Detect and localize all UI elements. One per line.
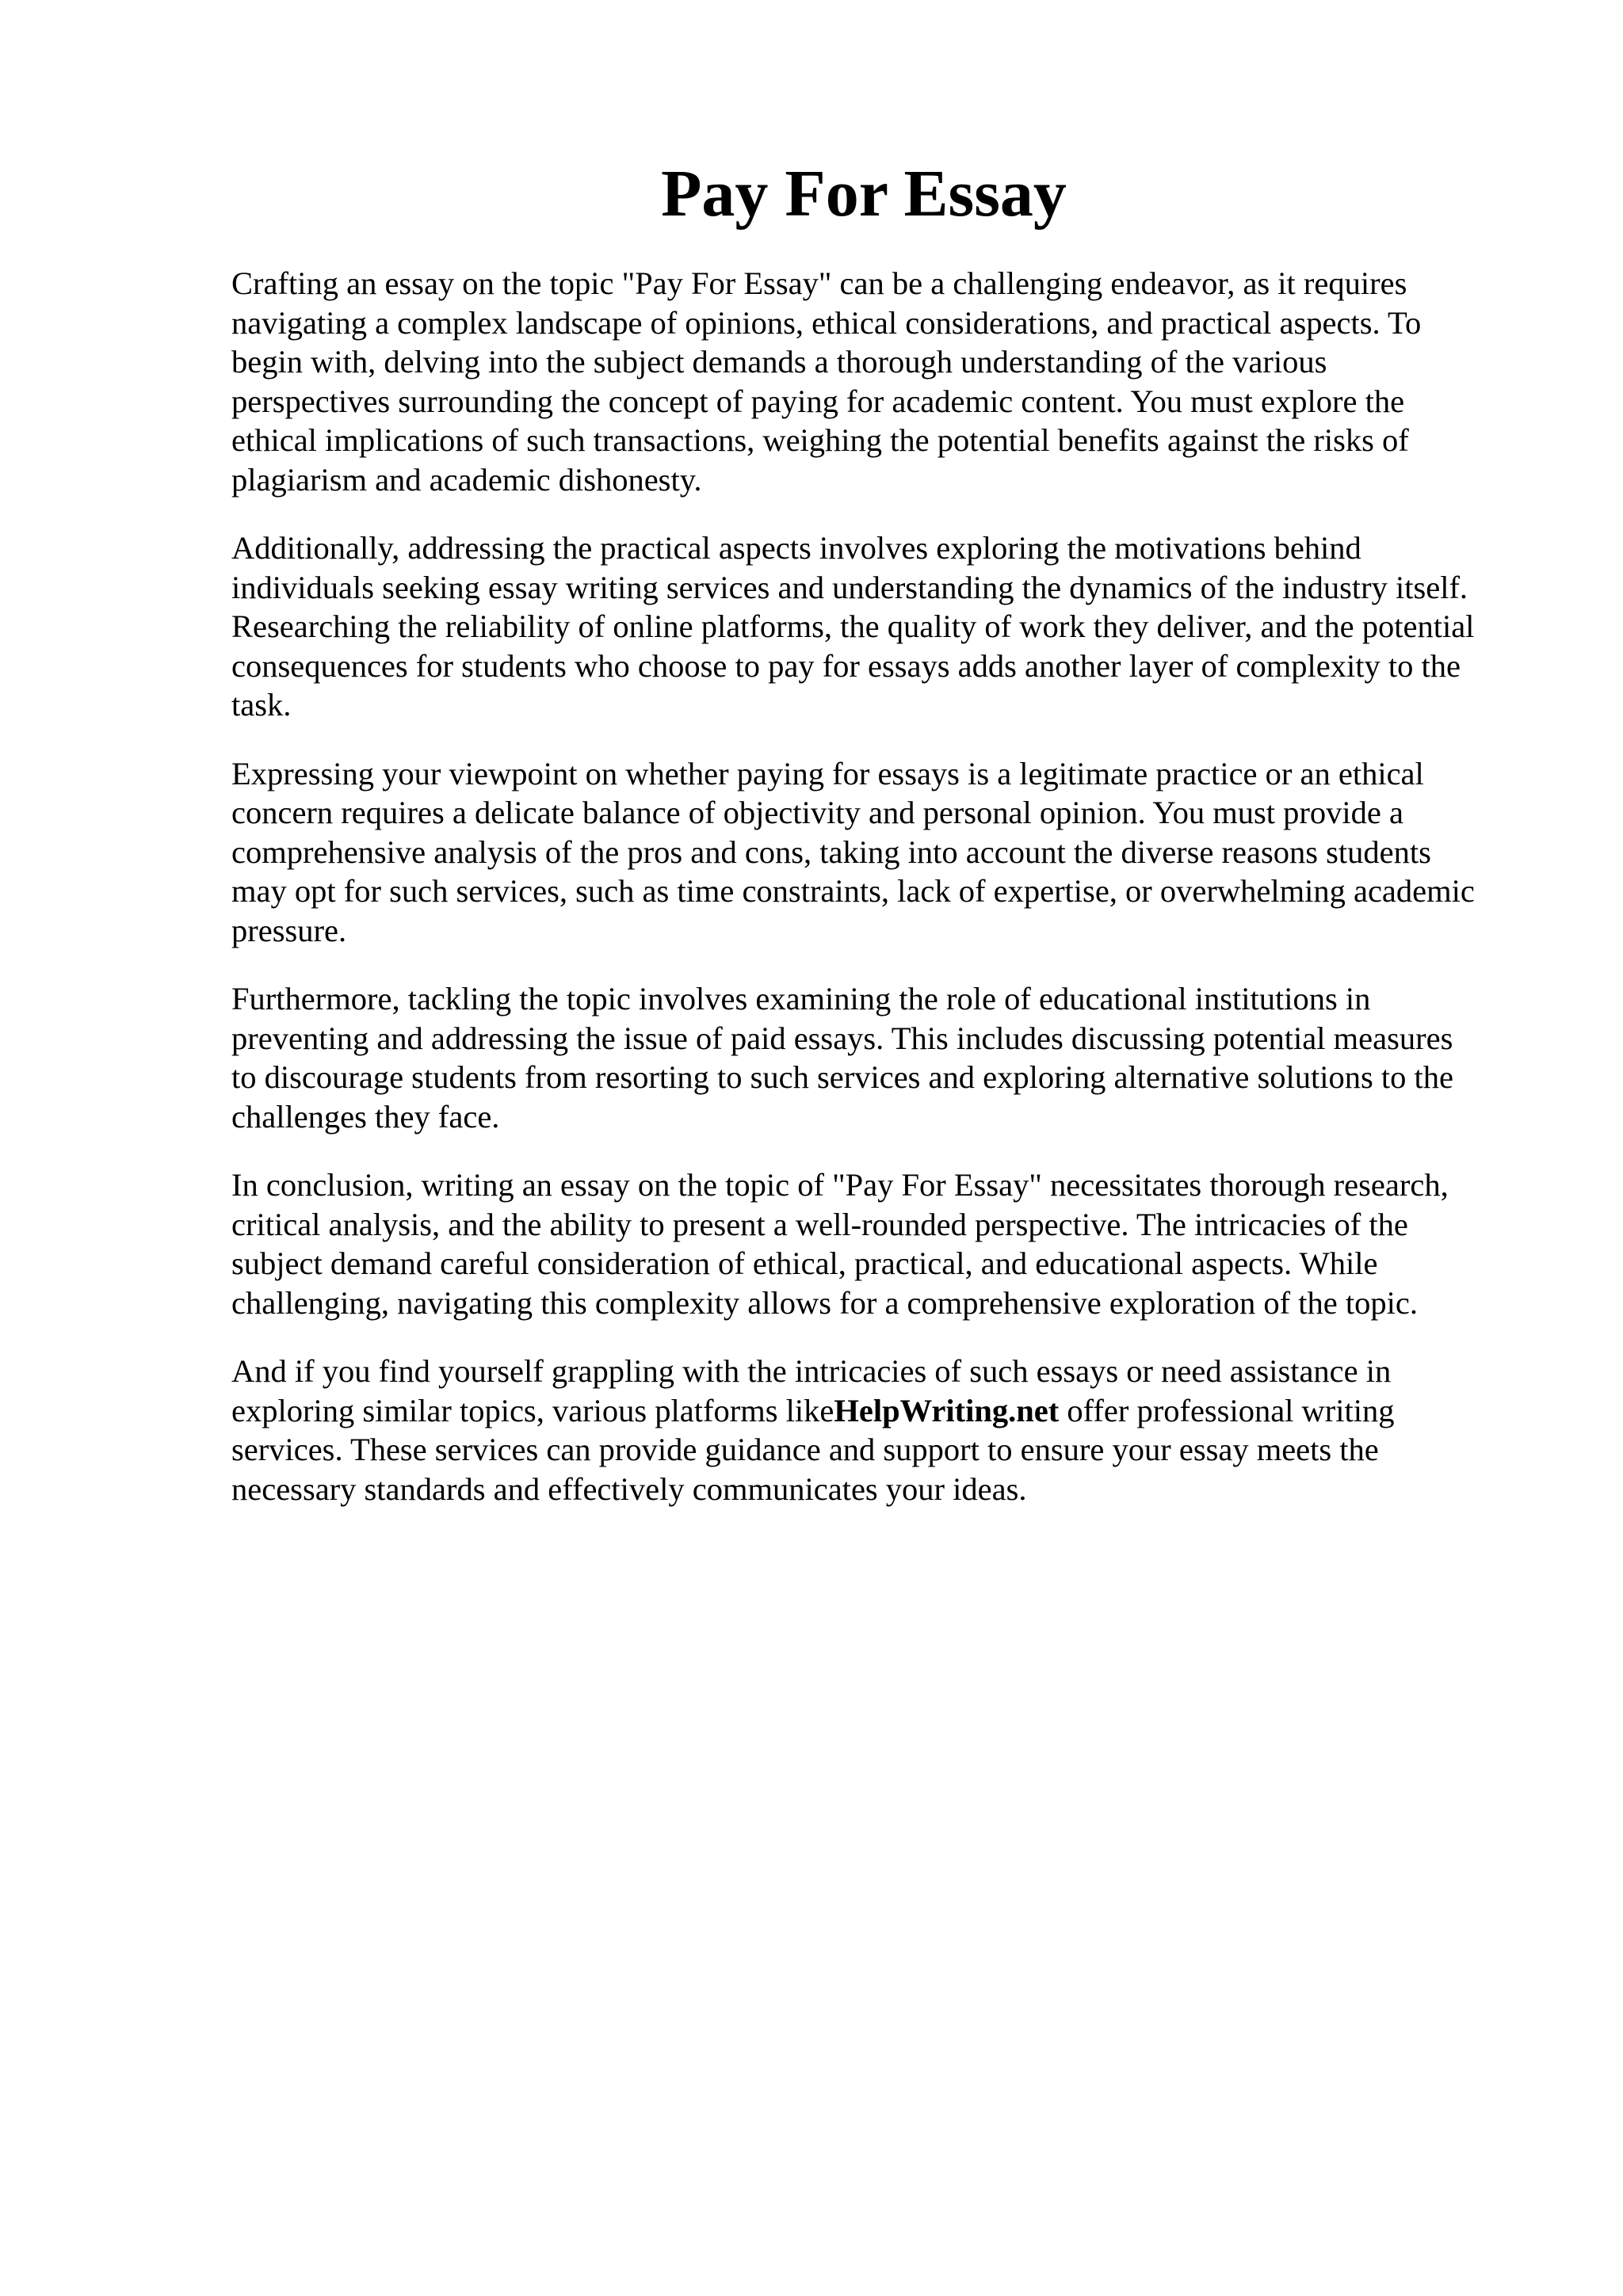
text-line: Expressing your viewpoint on whether paying for essays is a legitimate practice or an ethical (231, 755, 1424, 791)
document-body (231, 264, 1515, 1538)
page-title: Pay For Essay (661, 157, 1067, 231)
text-line: task. (231, 687, 292, 723)
text-line: individuals seeking essay writing services and understanding the dynamics of the industry itself. (231, 569, 1468, 605)
helpwriting-link[interactable]: HelpWriting.net (834, 1392, 1060, 1428)
paragraph-3 (231, 754, 1515, 951)
text-line: Additionally, addressing the practical aspects involves exploring the motivations behind (231, 530, 1361, 566)
text-line: services. These services can provide guidance and support to ensure your essay meets the (231, 1432, 1379, 1467)
paragraph-5 (231, 1165, 1515, 1322)
paragraph-2 (231, 528, 1515, 725)
text-line: In conclusion, writing an essay on the topic of "Pay For Essay" necessitates thorough research, (231, 1167, 1449, 1203)
text-line: to discourage students from resorting to such services and exploring alternative solutions to the (231, 1059, 1454, 1095)
text-line: begin with, delving into the subject demands a thorough understanding of the various (231, 344, 1327, 379)
text-line: concern requires a delicate balance of objectivity and personal opinion. You must provide a (231, 795, 1403, 830)
text-line: challenges they face. (231, 1098, 500, 1135)
text-line: ethical implications of such transactions, weighing the potential benefits against the risks of (231, 422, 1409, 458)
text-segment: exploring similar topics, various platforms like (231, 1392, 834, 1428)
text-line: challenging, navigating this complexity allows for a comprehensive exploration of the topic. (231, 1284, 1418, 1321)
closing-paragraph (231, 1352, 1515, 1508)
text-line (231, 1391, 1515, 1431)
paragraph-1 (231, 264, 1515, 499)
text-line: consequences for students who choose to pay for essays adds another layer of complexity to the (231, 647, 1461, 684)
text-line: perspectives surrounding the concept of paying for academic content. You must explore the (231, 383, 1405, 419)
text-line: Crafting an essay on the topic "Pay For Essay" can be a challenging endeavor, as it requires (231, 265, 1407, 301)
text-line: necessary standards and effectively communicates your ideas. (231, 1470, 1027, 1507)
text-line: comprehensive analysis of the pros and cons, taking into account the diverse reasons students (231, 833, 1431, 870)
text-line: navigating a complex landscape of opinions, ethical considerations, and practical aspects. To (231, 304, 1422, 341)
text-line: critical analysis, and the ability to present a well-rounded perspective. The intricacies of the (231, 1206, 1408, 1242)
text-line: Furthermore, tackling the topic involves examining the role of educational institutions in (231, 981, 1371, 1016)
text-line: plagiarism and academic dishonesty. (231, 461, 702, 498)
text-line: And if you find yourself grappling with the intricacies of such essays or need assistance in (231, 1353, 1392, 1389)
text-line: preventing and addressing the issue of paid essays. This includes discussing potential measures (231, 1020, 1453, 1056)
text-line: Researching the reliability of online platforms, the quality of work they deliver, and the potential (231, 608, 1475, 644)
text-segment: offer professional writing (1059, 1392, 1395, 1428)
paragraph-4 (231, 979, 1515, 1136)
text-line: pressure. (231, 912, 347, 948)
text-line: subject demand careful consideration of ethical, practical, and educational aspects. While (231, 1245, 1378, 1281)
text-line: may opt for such services, such as time constraints, lack of expertise, or overwhelming academic (231, 873, 1475, 909)
